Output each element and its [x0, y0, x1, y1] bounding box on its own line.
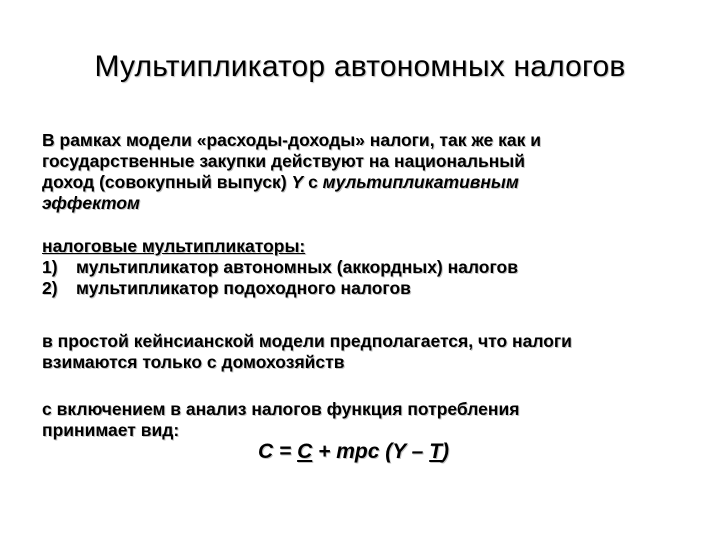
formula-close-paren: )	[442, 440, 450, 463]
list-item-text: мультипликатор автономных (аккордных) налогов	[76, 257, 518, 277]
multiplicative-term: мультипликативным	[322, 172, 519, 192]
intro-line-1: В рамках модели «расходы-доходы» налоги, так же как и	[42, 130, 541, 150]
consumption-line-2: принимает вид:	[42, 420, 180, 440]
effect-term: эффектом	[42, 193, 140, 213]
assumption-line-2: взимаются только с домохозяйств	[42, 352, 345, 372]
consumption-formula	[258, 440, 449, 464]
multipliers-heading: налоговые мультипликаторы:	[42, 236, 306, 256]
intro-line-3-conj: с	[303, 172, 323, 192]
intro-paragraph	[42, 130, 704, 214]
assumption-paragraph	[42, 331, 704, 373]
formula-mpc-part: + mpc (Y –	[312, 440, 430, 463]
formula-equals: =	[273, 440, 298, 463]
intro-line-3	[42, 172, 704, 193]
assumption-line-1: в простой кейнсианской модели предполагается, что налоги	[42, 331, 572, 351]
intro-line-2: государственные закупки действуют на национальный	[42, 151, 525, 171]
multipliers-list	[42, 236, 682, 299]
list-item-text: мультипликатор подоходного налогов	[76, 278, 411, 298]
intro-line-3-text: доход (совокупный выпуск)	[42, 172, 292, 192]
consumption-line-1: с включением в анализ налогов функция потребления	[42, 399, 520, 419]
formula-autonomous-tax: T	[429, 440, 443, 463]
consumption-paragraph	[42, 399, 704, 441]
formula-consumption: C	[258, 440, 274, 463]
slide-title: Мультипликатор автономных налогов	[94, 50, 626, 83]
list-item	[42, 278, 682, 299]
income-symbol: Y	[291, 172, 304, 192]
list-item-number: 2)	[42, 278, 58, 298]
list-item	[42, 257, 682, 278]
formula-autonomous-consumption: C	[297, 440, 313, 463]
list-item-number: 1)	[42, 257, 58, 277]
